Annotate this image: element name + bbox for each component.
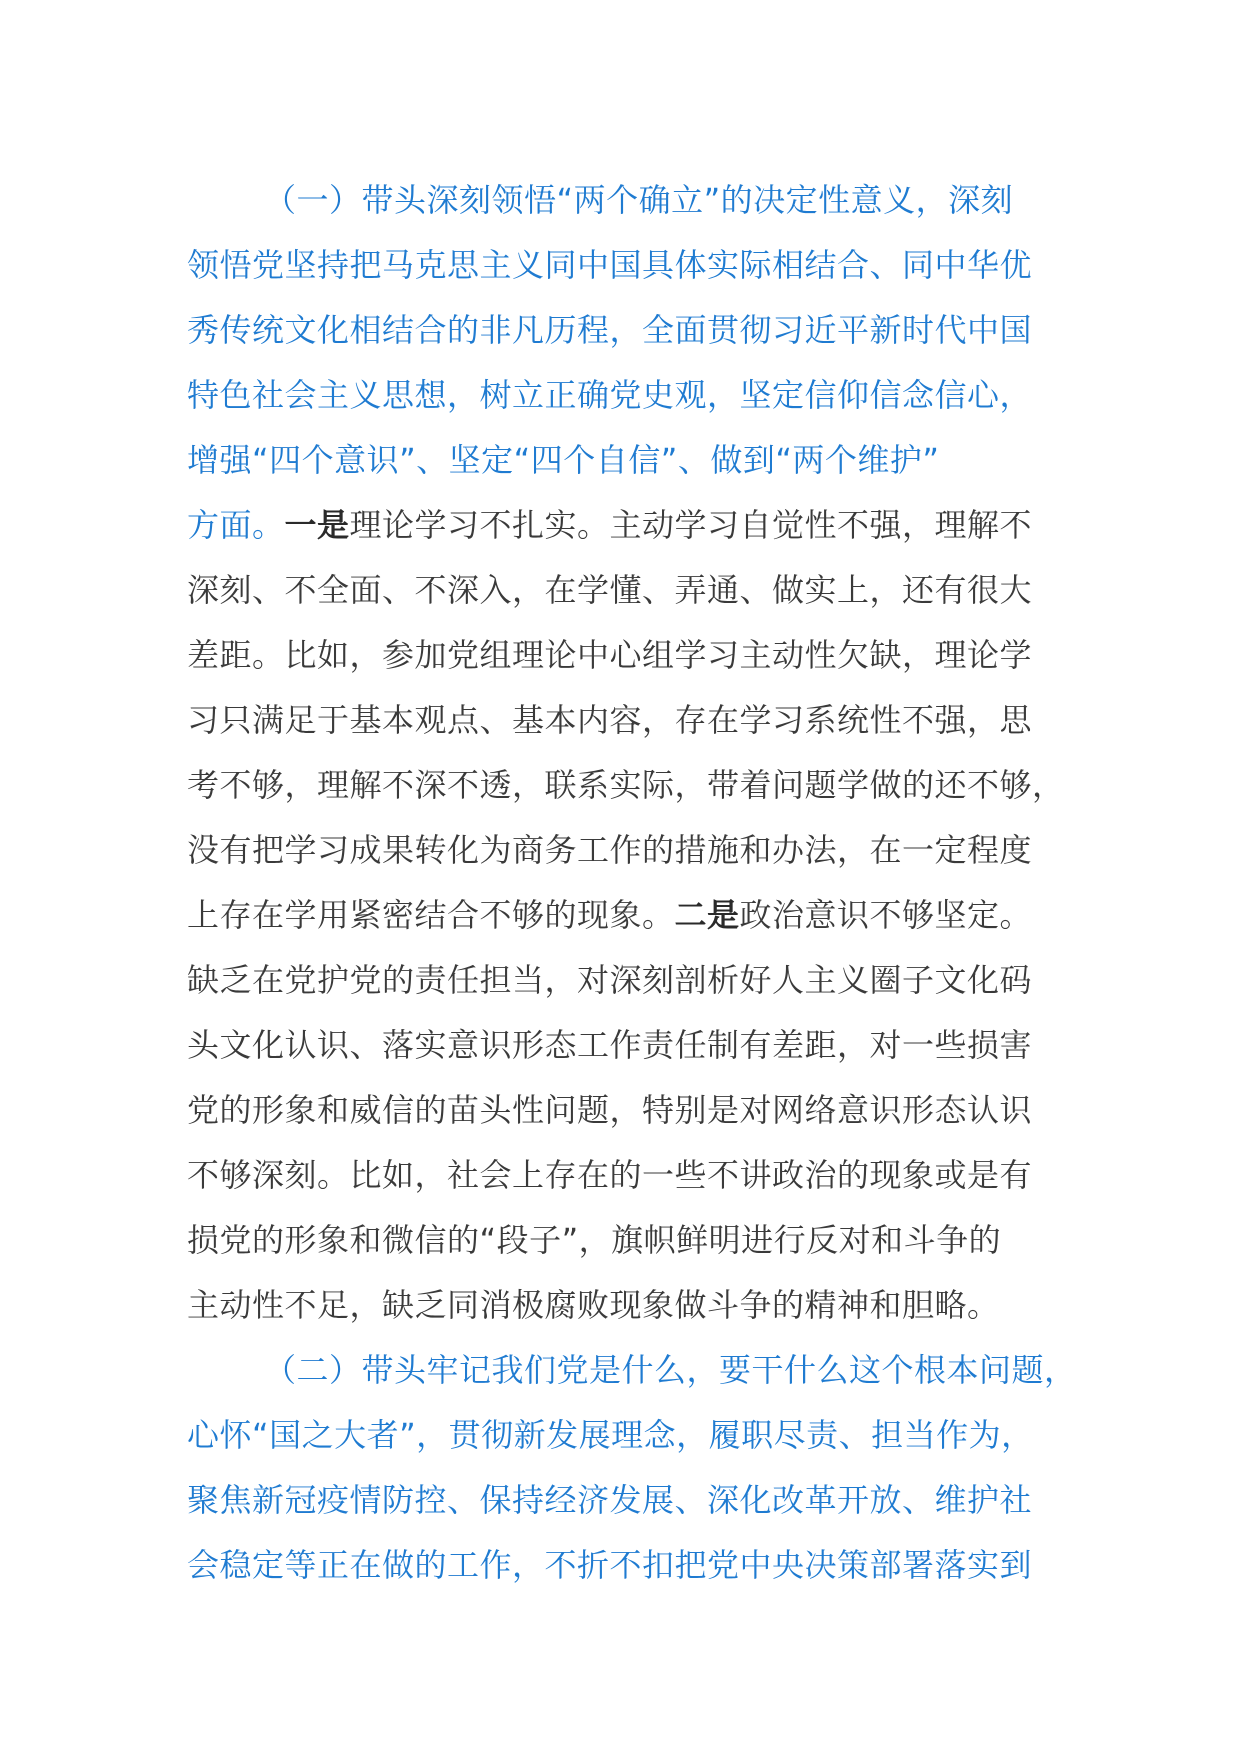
point-two-label: 二是 (674, 896, 740, 934)
body-line: 主动性不足，缺乏同消极腐败现象做斗争的精神和胆略。 (187, 1286, 1000, 1324)
body-line: 不够深刻。比如，社会上存在的一些不讲政治的现象或是有 (187, 1156, 1033, 1194)
body-line: 深刻、不全面、不深入，在学懂、弄通、做实上，还有很大 (187, 571, 1033, 609)
body-text: 上存在学用紧密结合不够的现象。 (187, 896, 675, 934)
heading-line: 秀传统文化相结合的非凡历程，全面贯彻习近平新时代中国 (187, 311, 1033, 349)
body-line: 没有把学习成果转化为商务工作的措施和办法，在一定程度 (187, 831, 1033, 869)
heading-line: 会稳定等正在做的工作，不折不扣把党中央决策部署落实到 (187, 1546, 1033, 1584)
body-line: 头文化认识、落实意识形态工作责任制有差距，对一些损害 (187, 1026, 1033, 1064)
point-one-text: 理论学习不扎实。主动学习自觉性不强，理解不 (349, 506, 1033, 544)
heading-line: （一）带头深刻领悟“两个确立”的决定性意义，深刻 (264, 181, 1014, 219)
heading-line: 心怀“国之大者”，贯彻新发展理念，履职尽责、担当作为， (187, 1416, 1034, 1454)
heading-line: 特色社会主义思想，树立正确党史观，坚定信仰信念信心， (187, 376, 1033, 414)
point-one-label: 一是 (284, 506, 350, 544)
body-line: 习只满足于基本观点、基本内容，存在学习系统性不强，思 (187, 701, 1033, 739)
point-two-text: 政治意识不够坚定。 (739, 896, 1033, 934)
body-line: 损党的形象和微信的“段子”，旗帜鲜明进行反对和斗争的 (187, 1221, 1002, 1259)
heading-line: 增强“四个意识”、坚定“四个自信”、做到“两个维护” (187, 441, 940, 479)
mixed-line (187, 493, 1057, 558)
mixed-line (187, 883, 1057, 948)
document-page (187, 168, 1077, 1598)
body-line: 考不够，理解不深不透，联系实际，带着问题学做的还不够， (187, 766, 1065, 804)
heading-line: （二）带头牢记我们党是什么，要干什么这个根本问题， (264, 1351, 1077, 1389)
paragraph-section-two (187, 1338, 1077, 1598)
heading-line: 领悟党坚持把马克思主义同中国具体实际相结合、同中华优 (187, 246, 1033, 284)
heading-line: 聚焦新冠疫情防控、保持经济发展、深化改革开放、维护社 (187, 1481, 1033, 1519)
paragraph-section-one (187, 168, 1065, 1338)
heading-tail: 方面。 (187, 506, 285, 544)
body-line: 缺乏在党护党的责任担当，对深刻剖析好人主义圈子文化码 (187, 961, 1033, 999)
body-line: 差距。比如，参加党组理论中心组学习主动性欠缺，理论学 (187, 636, 1033, 674)
body-line: 党的形象和威信的苗头性问题，特别是对网络意识形态认识 (187, 1091, 1033, 1129)
